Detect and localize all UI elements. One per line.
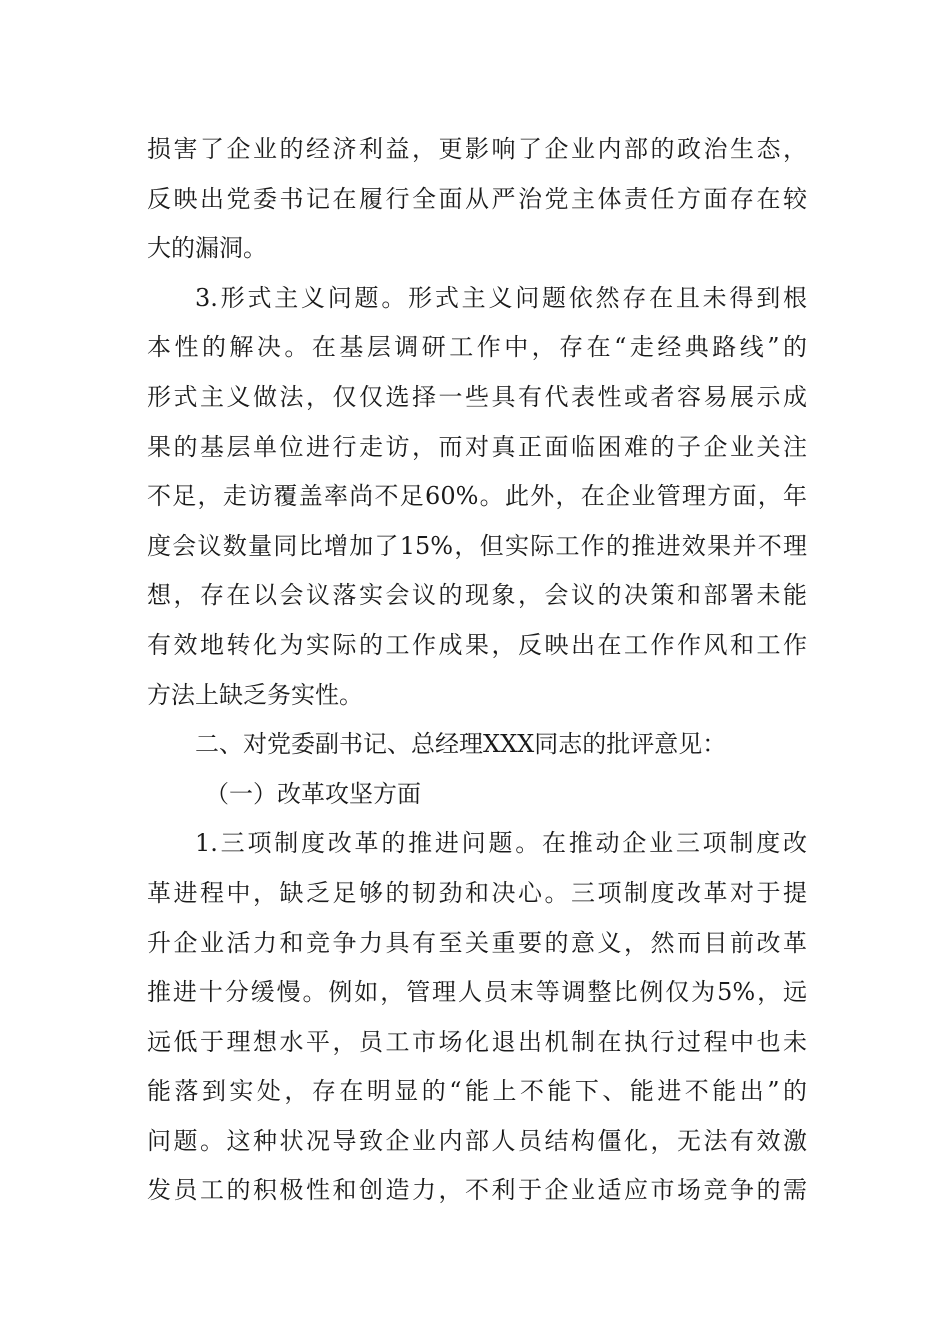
document-body [147, 125, 807, 1216]
text-line: 推进十分缓慢。例如，管理人员末等调整比例仅为5%，远 [147, 978, 807, 1007]
text-line: 本性的解决。在基层调研工作中，存在“走经典路线”的 [147, 333, 807, 362]
text-line: 不足，走访覆盖率尚不足60%。此外，在企业管理方面，年 [147, 482, 807, 511]
text-line: 大的漏洞。 [147, 234, 267, 263]
text-line: 问题。这种状况导致企业内部人员结构僵化，无法有效激 [147, 1126, 807, 1155]
text-line: 果的基层单位进行走访，而对真正面临困难的子企业关注 [147, 432, 807, 461]
text-line: 形式主义做法，仅仅选择一些具有代表性或者容易展示成 [147, 382, 807, 411]
section-heading-criticism: 二、对党委副书记、总经理XXX同志的批评意见： [195, 730, 727, 759]
text-line: 远低于理想水平，员工市场化退出机制在执行过程中也未 [147, 1027, 807, 1056]
subsection-heading-reform: （一）改革攻坚方面 [205, 779, 421, 808]
item-heading-three-systems: 1.三项制度改革的推进问题。在推动企业三项制度改 [195, 829, 807, 858]
section-heading-formalism: 3.形式主义问题。形式主义问题依然存在且未得到根 [195, 283, 807, 312]
text-line: 反映出党委书记在履行全面从严治党主体责任方面存在较 [147, 184, 807, 213]
text-line: 方法上缺乏务实性。 [147, 680, 363, 709]
text-line: 度会议数量同比增加了15%，但实际工作的推进效果并不理 [147, 531, 807, 560]
text-line: 想，存在以会议落实会议的现象，会议的决策和部署未能 [147, 581, 807, 610]
text-line: 发员工的积极性和创造力，不利于企业适应市场竞争的需 [147, 1176, 807, 1205]
text-line: 有效地转化为实际的工作成果，反映出在工作作风和工作 [147, 630, 807, 659]
text-line: 损害了企业的经济利益，更影响了企业内部的政治生态， [147, 135, 807, 163]
text-line: 升企业活力和竞争力具有至关重要的意义，然而目前改革 [147, 928, 807, 957]
text-line: 能落到实处，存在明显的“能上不能下、能进不能出”的 [147, 1077, 807, 1106]
text-line: 革进程中，缺乏足够的韧劲和决心。三项制度改革对于提 [147, 878, 807, 907]
